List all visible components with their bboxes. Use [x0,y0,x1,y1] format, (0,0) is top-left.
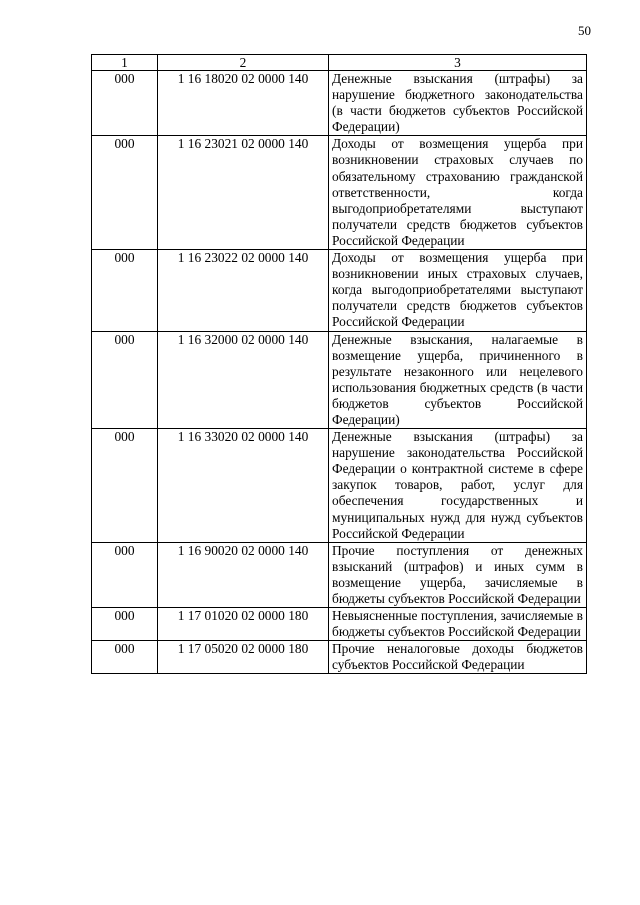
description-cell: Невыясненные поступления, зачисляемые в бюджеты субъектов Российской Федерации [329,608,587,641]
table-row [92,136,587,250]
description-cell: Доходы от возмещения ущерба при возникновении страховых случаев по обязательному страхованию гражданской ответственности, когда выгодоприобретателями выступают получатели средств бюджетов субъектов Российской Федерации [329,136,587,250]
admin-code-cell: 000 [92,331,158,429]
admin-code-cell: 000 [92,136,158,250]
kbk-code-cell: 1 16 18020 02 0000 140 [158,71,329,136]
table-row [92,429,587,543]
column-header-3: 3 [329,55,587,71]
description-cell: Денежные взыскания (штрафы) за нарушение бюджетного законодательства (в части бюджетов субъектов Российской Федерации) [329,71,587,136]
table-header-row [92,55,587,71]
table-row [92,250,587,331]
kbk-code-cell: 1 16 23021 02 0000 140 [158,136,329,250]
table-row [92,542,587,607]
column-header-2: 2 [158,55,329,71]
column-header-1: 1 [92,55,158,71]
kbk-code-cell: 1 16 32000 02 0000 140 [158,331,329,429]
admin-code-cell: 000 [92,641,158,674]
table-row [92,71,587,136]
description-cell: Прочие поступления от денежных взысканий (штрафов) и иных сумм в возмещение ущерба, зачисляемые в бюджеты субъектов Российской Федерации [329,542,587,607]
admin-code-cell: 000 [92,542,158,607]
admin-code-cell: 000 [92,71,158,136]
kbk-code-cell: 1 16 90020 02 0000 140 [158,542,329,607]
table-row [92,608,587,641]
kbk-code-cell: 1 16 33020 02 0000 140 [158,429,329,543]
revenue-codes-table [91,54,587,674]
table-row [92,641,587,674]
admin-code-cell: 000 [92,608,158,641]
admin-code-cell: 000 [92,250,158,331]
description-cell: Денежные взыскания, налагаемые в возмещение ущерба, причиненного в результате незаконного или нецелевого использования бюджетных средств (в части бюджетов субъектов Российской Федерации) [329,331,587,429]
admin-code-cell: 000 [92,429,158,543]
page-number: 50 [578,23,591,38]
kbk-code-cell: 1 16 23022 02 0000 140 [158,250,329,331]
table-row [92,331,587,429]
description-cell: Прочие неналоговые доходы бюджетов субъектов Российской Федерации [329,641,587,674]
description-cell: Доходы от возмещения ущерба при возникновении иных страховых случаев, когда выгодоприобретателями выступают получатели средств бюджетов субъектов Российской Федерации [329,250,587,331]
kbk-code-cell: 1 17 01020 02 0000 180 [158,608,329,641]
kbk-code-cell: 1 17 05020 02 0000 180 [158,641,329,674]
description-cell: Денежные взыскания (штрафы) за нарушение законодательства Российской Федерации о контрактной системе в сфере закупок товаров, работ, услуг для обеспечения государственных и муниципальных нужд для нужд субъектов Российской Федерации [329,429,587,543]
